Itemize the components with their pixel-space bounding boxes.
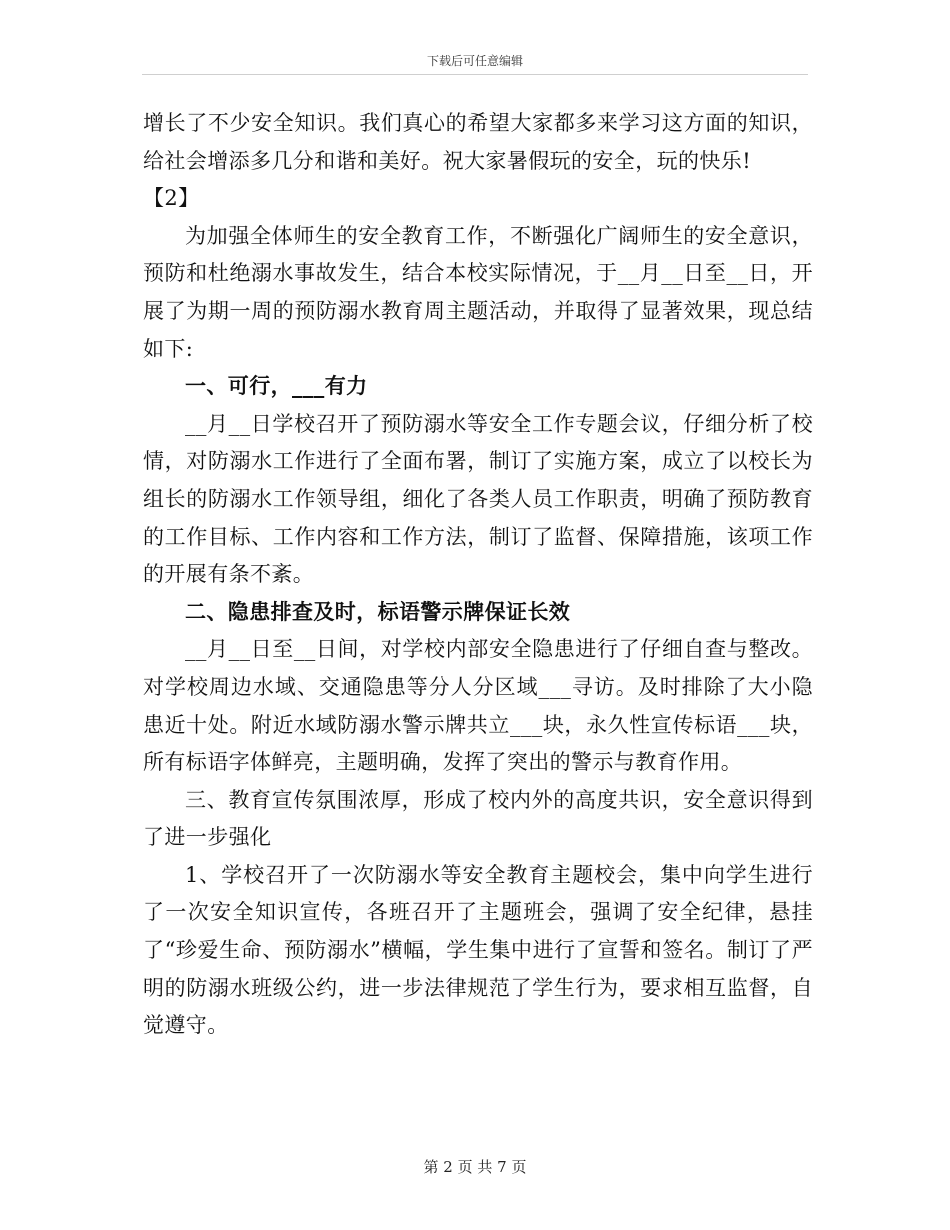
page-number: 第 2 页 共 7 页 bbox=[423, 1158, 527, 1176]
paragraph-1: __月__日学校召开了预防溺水等安全工作专题会议，仔细分析了校情，对防溺水工作进行了全面布署，制订了实施方案，成立了以校长为组长的防溺水工作领导组，细化了各类人员工作职责，明确了预防教育的工作目标、工作内容和工作方法，制订了监督、保障措施，该项工作的开展有条不紊。 bbox=[143, 411, 813, 587]
section-marker: 【2】 bbox=[143, 186, 200, 211]
heading-1: 一、可行，___有力 bbox=[185, 374, 368, 399]
paragraph-3: 1、学校召开了一次防溺水等安全教育主题校会，集中向学生进行了一次安全知识宣传，各班召开了主题班会，强调了安全纪律，悬挂了“珍爱生命、预防溺水”横幅，学生集中进行了宣誓和签名。制订了严明的防溺水班级公约，进一步法律规范了学生行为，要求相互监督，自觉遵守。 bbox=[143, 862, 813, 1038]
heading-3: 三、教育宣传氛围浓厚，形成了校内外的高度共识，安全意识得到了进一步强化 bbox=[143, 787, 813, 850]
paragraph-intro: 增长了不少安全知识。我们真心的希望大家都多来学习这方面的知识，给社会增添多几分和谐和美好。祝大家暑假玩的安全，玩的快乐! bbox=[143, 111, 813, 173]
paragraph-opening: 为加强全体师生的安全教育工作，不断强化广阔师生的安全意识，预防和杜绝溺水事故发生，结合本校实际情况，于__月__日至__日，开展了为期一周的预防溺水教育周主题活动，并取得了显著效果，现总结如下: bbox=[143, 223, 813, 361]
header-divider bbox=[142, 74, 808, 75]
heading-2: 二、隐患排查及时，标语警示牌保证长效 bbox=[185, 599, 571, 624]
document-body bbox=[143, 105, 813, 1045]
paragraph-2: __月__日至__日间，对学校内部安全隐患进行了仔细自查与整改。对学校周边水域、交通隐患等分人分区域___寻访。及时排除了大小隐患近十处。附近水域防溺水警示牌共立___块，永久性宣传标语___块，所有标语字体鲜亮，主题明确，发挥了突出的警示与教育作用。 bbox=[143, 637, 813, 775]
page-header-note: 下载后可任意编辑 bbox=[426, 54, 523, 68]
